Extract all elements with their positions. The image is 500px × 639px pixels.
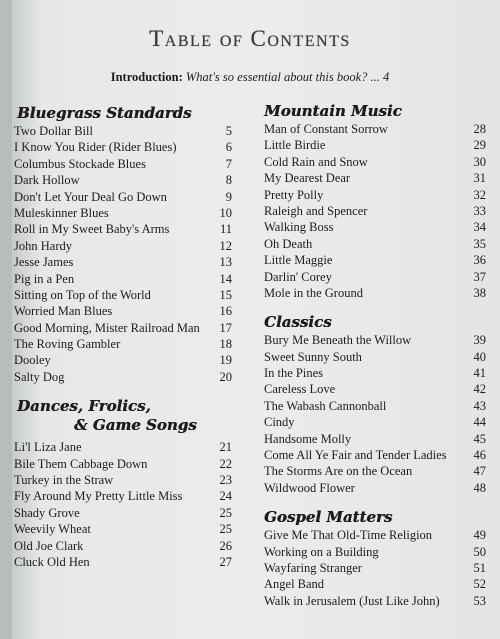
entry-title: Cindy: [264, 415, 295, 430]
entry-title: Wayfaring Stranger: [264, 560, 362, 575]
toc-entry: [14, 472, 232, 488]
toc-entry: [264, 170, 486, 186]
toc-entry: [14, 271, 232, 287]
entry-title: Muleskinner Blues: [14, 205, 109, 220]
entry-page-number: 27: [219, 554, 232, 569]
section-heading-gospel: Gospel Matters: [264, 508, 393, 527]
entry-title: Angel Band: [264, 577, 325, 592]
entry-page-number: 6: [225, 140, 232, 155]
entry-page-number: 33: [473, 203, 486, 218]
right-column: [264, 102, 486, 609]
entry-page-number: 45: [473, 431, 486, 446]
entry-page-number: 51: [473, 560, 486, 575]
mountain-list: [264, 121, 486, 301]
entry-title: Wildwood Flower: [264, 480, 355, 495]
toc-entry: [264, 349, 486, 365]
introduction-label: Introduction:: [110, 70, 183, 84]
toc-entry: [264, 285, 486, 301]
entry-page-number: 43: [473, 398, 486, 413]
entry-page-number: 5: [225, 124, 232, 138]
toc-entry: [14, 303, 232, 319]
entry-page-number: 35: [473, 236, 486, 251]
toc-entry: [14, 287, 232, 303]
entry-title: Sitting on Top of the World: [14, 287, 151, 302]
section-heading-mountain: Mountain Music: [264, 102, 402, 120]
toc-entry: [264, 219, 486, 235]
entry-page-number: 52: [473, 577, 486, 592]
entry-title: Come All Ye Fair and Tender Ladies: [264, 448, 447, 463]
entry-title: Cluck Old Hen: [14, 554, 90, 569]
entry-title: Dark Hollow: [14, 173, 80, 188]
entry-page-number: 21: [219, 440, 232, 455]
entry-page-number: 37: [473, 269, 486, 284]
toc-entry: [264, 593, 486, 609]
entry-page-number: 24: [219, 489, 232, 504]
toc-entry: [14, 254, 232, 270]
toc-entry: [14, 123, 232, 139]
entry-page-number: 36: [473, 253, 486, 268]
entry-title: Walk in Jerusalem (Just Like John): [264, 593, 440, 608]
toc-entry: [264, 154, 486, 170]
toc-entry: [14, 238, 232, 254]
entry-title: Old Joe Clark: [14, 538, 84, 553]
entry-title: Two Dollar Bill: [14, 124, 93, 138]
entry-title: Dooley: [14, 353, 51, 368]
entry-title: Shady Grove: [14, 505, 80, 520]
toc-entry: [264, 527, 486, 543]
entry-page-number: 34: [473, 220, 486, 235]
entry-title: Darlin' Corey: [264, 269, 332, 284]
toc-entry: [264, 236, 486, 252]
toc-entry: [264, 431, 486, 447]
entry-title: Worried Man Blues: [14, 304, 113, 319]
entry-page-number: 38: [473, 285, 486, 300]
entry-title: In the Pines: [264, 366, 324, 381]
toc-entry: [264, 121, 486, 137]
entry-title: The Roving Gambler: [14, 337, 121, 352]
entry-title: Pig in a Pen: [14, 271, 75, 286]
entry-title: Careless Love: [264, 382, 336, 397]
entry-page-number: 42: [473, 382, 486, 397]
toc-entry: [14, 172, 232, 188]
toc-entry: [14, 189, 232, 205]
entry-page-number: 9: [225, 189, 232, 204]
toc-entry: [264, 252, 486, 268]
entry-page-number: 15: [219, 287, 232, 302]
entry-page-number: 22: [219, 456, 232, 471]
entry-title: Roll in My Sweet Baby's Arms: [14, 222, 170, 237]
entry-page-number: 20: [219, 369, 232, 384]
entry-title: The Wabash Cannonball: [264, 398, 387, 413]
entry-page-number: 25: [219, 522, 232, 537]
entry-title: My Dearest Dear: [264, 171, 351, 186]
entry-title: Jesse James: [14, 255, 74, 270]
entry-title: Little Birdie: [264, 138, 326, 153]
toc-entry: [14, 456, 232, 472]
bluegrass-list: [14, 123, 232, 385]
entry-page-number: 44: [473, 415, 486, 430]
toc-entry: [14, 488, 232, 504]
entry-title: I Know You Rider (Rider Blues): [14, 140, 177, 155]
entry-page-number: 47: [473, 464, 486, 479]
toc-entry: [14, 156, 232, 172]
entry-title: Mole in the Ground: [264, 285, 363, 300]
toc-entry: [264, 576, 486, 592]
entry-page-number: 46: [473, 448, 486, 463]
toc-entry: [264, 137, 486, 153]
entry-title: Bile Them Cabbage Down: [14, 456, 148, 471]
entry-page-number: 25: [219, 505, 232, 520]
toc-entry: [14, 505, 232, 521]
toc-entry: [14, 320, 232, 336]
entry-page-number: 18: [219, 337, 232, 352]
entry-title: Little Maggie: [264, 253, 333, 268]
toc-entry: [264, 332, 486, 348]
entry-title: Li'l Liza Jane: [14, 440, 82, 455]
entry-page-number: 32: [473, 187, 486, 202]
entry-page-number: 16: [219, 304, 232, 319]
dances-list: [14, 439, 232, 570]
toc-entry: [264, 203, 486, 219]
toc-entry: [14, 336, 232, 352]
section-heading-bluegrass: Bluegrass Standards: [17, 104, 192, 122]
entry-page-number: 29: [473, 138, 486, 153]
toc-entry: [14, 521, 232, 537]
entry-page-number: 7: [225, 156, 232, 171]
toc-entry: [264, 544, 486, 560]
toc-entry: [14, 221, 232, 237]
section-heading-dances-line1: Dances, Frolics,: [17, 397, 151, 416]
toc-entry: [14, 369, 232, 385]
entry-page-number: 14: [219, 271, 232, 286]
entry-page-number: 8: [225, 173, 232, 188]
entry-page-number: 19: [219, 353, 232, 368]
entry-page-number: 41: [473, 366, 486, 381]
toc-entry: [14, 554, 232, 570]
entry-page-number: 31: [473, 171, 486, 186]
toc-entry: [264, 187, 486, 203]
entry-title: Give Me That Old-Time Religion: [264, 528, 433, 543]
entry-title: Working on a Building: [264, 544, 379, 559]
entry-title: Cold Rain and Snow: [264, 154, 368, 169]
entry-title: The Storms Are on the Ocean: [264, 464, 413, 479]
entry-title: Bury Me Beneath the Willow: [264, 333, 412, 348]
toc-entry: [264, 398, 486, 414]
entry-page-number: 12: [219, 238, 232, 253]
entry-title: Handsome Molly: [264, 431, 352, 446]
entry-page-number: 28: [473, 122, 486, 136]
entry-title: Columbus Stockade Blues: [14, 156, 146, 171]
entry-title: Sweet Sunny South: [264, 349, 362, 364]
toc-entry: [264, 463, 486, 479]
entry-page-number: 11: [219, 222, 232, 237]
entry-title: Pretty Polly: [264, 187, 324, 202]
entry-title: Weevily Wheat: [14, 522, 91, 537]
entry-page-number: 23: [219, 473, 232, 488]
section-heading-classics: Classics: [264, 313, 332, 332]
entry-page-number: 50: [473, 544, 486, 559]
classics-list: [264, 332, 486, 496]
entry-page-number: 39: [473, 333, 486, 348]
entry-title: Walking Boss: [264, 220, 334, 235]
entry-title: Don't Let Your Deal Go Down: [14, 189, 167, 204]
entry-page-number: 13: [219, 255, 232, 270]
entry-title: Oh Death: [264, 236, 313, 251]
entry-title: Fly Around My Pretty Little Miss: [14, 489, 183, 504]
entry-page-number: 40: [473, 349, 486, 364]
introduction-text: What's so essential about this book? ... 4: [185, 70, 390, 84]
entry-title: John Hardy: [14, 238, 72, 253]
toc-entry: [264, 414, 486, 430]
entry-page-number: 17: [219, 320, 232, 335]
entry-page-number: 48: [473, 480, 486, 495]
toc-entry: [264, 447, 486, 463]
toc-entry: [14, 139, 232, 155]
entry-title: Man of Constant Sorrow: [264, 122, 388, 136]
gospel-list: [264, 527, 486, 609]
entry-title: Salty Dog: [14, 369, 65, 384]
entry-page-number: 10: [219, 205, 232, 220]
left-column: [14, 104, 232, 570]
toc-entry: [264, 560, 486, 576]
entry-page-number: 30: [473, 154, 486, 169]
toc-entry: [264, 381, 486, 397]
page-title: Table of Contents: [149, 26, 351, 51]
entry-title: Turkey in the Straw: [14, 473, 114, 488]
toc-entry: [264, 365, 486, 381]
entry-title: Good Morning, Mister Railroad Man: [14, 320, 200, 335]
toc-entry: [264, 480, 486, 496]
toc-entry: [14, 352, 232, 368]
toc-entry: [14, 538, 232, 554]
entry-page-number: 53: [473, 593, 486, 608]
dances-heading-block: [14, 397, 232, 435]
entry-page-number: 26: [219, 538, 232, 553]
introduction-line: [0, 70, 500, 85]
toc-entry: [14, 205, 232, 221]
section-heading-dances-line2: & Game Songs: [74, 416, 197, 435]
entry-title: Raleigh and Spencer: [264, 203, 368, 218]
toc-entry: [264, 269, 486, 285]
toc-entry: [14, 439, 232, 455]
entry-page-number: 49: [473, 528, 486, 543]
